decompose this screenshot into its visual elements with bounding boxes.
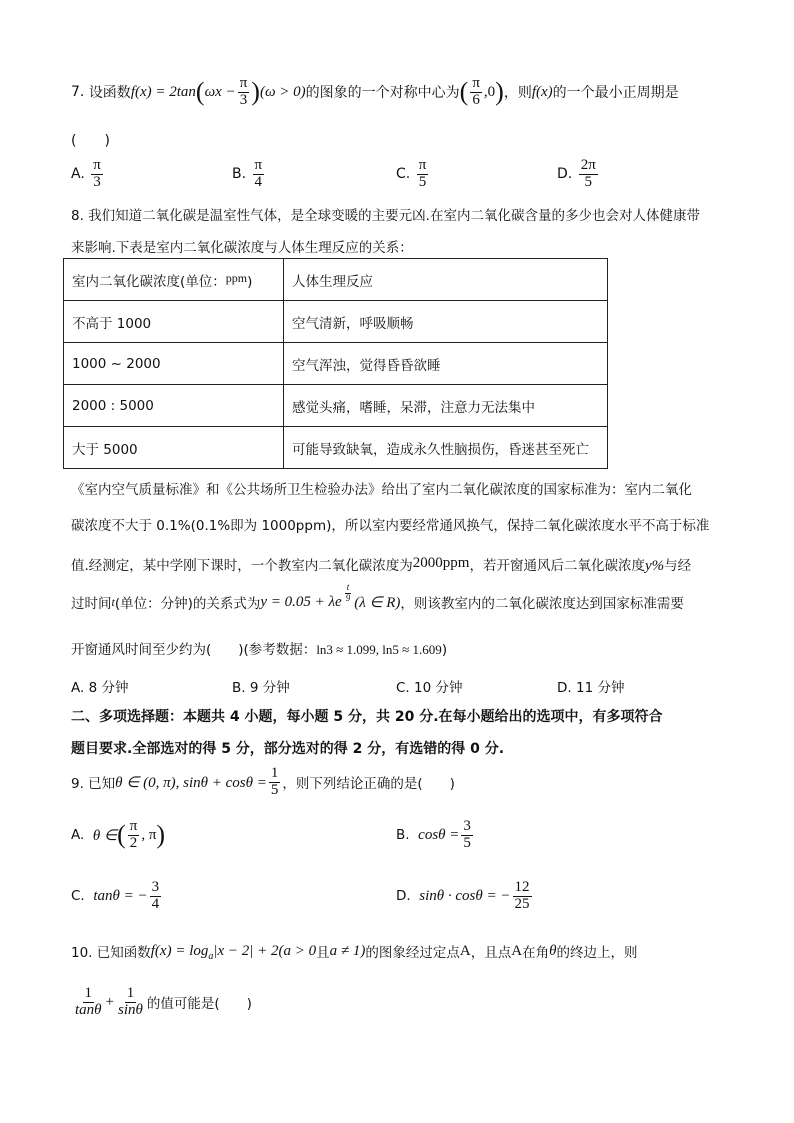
q8-para-3 — [71, 554, 691, 575]
q9-option-b-frac — [461, 819, 473, 852]
q10-func2: |x − 2| + 2(a > 0 — [213, 942, 317, 959]
q7-option-c-num: π — [418, 157, 427, 173]
q8-p4d: ，则该教室内的二氧化碳浓度达到国家标准需要 — [400, 596, 684, 612]
q7-paren-open: ( — [195, 77, 205, 106]
q7-option-d-den: 5 — [584, 173, 592, 190]
q7-option-b-frac — [253, 158, 265, 191]
table-cell: 空气清新，呼吸顺畅 — [284, 301, 608, 343]
q9-option-a-expr: θ ∈ — [92, 827, 118, 844]
q7-option-b[interactable] — [232, 158, 266, 191]
q9-option-b-label: B. — [396, 827, 410, 843]
q9-option-d-frac — [513, 880, 532, 913]
q10-tail: 的终边上，则 — [556, 945, 638, 961]
q9-cond: θ ∈ (0, π), sinθ + cosθ = — [115, 774, 267, 791]
q7-option-c-den: 5 — [418, 173, 427, 190]
q7-center-close: ) — [495, 77, 504, 106]
q7-option-a-label: A. — [71, 166, 85, 183]
section2-heading-line1: 二、多项选择题：本题共 4 小题，每小题 5 分，共 20 分.在每小题给出的选项中，有多项符合 — [71, 709, 663, 725]
q8-para-4 — [71, 582, 684, 612]
q8-p5b: ln3 ≈ 1.099, ln5 ≈ 1.609 — [316, 642, 442, 657]
q7-arg: ωx − — [204, 83, 236, 100]
header-close: ) — [247, 273, 253, 290]
q7-option-d-frac — [579, 158, 598, 191]
q7-pi-over-3 — [238, 76, 250, 109]
q9-option-b-expr: cosθ = — [418, 826, 460, 843]
q9-num: 1 — [270, 764, 279, 781]
q8-p4a: 过时间 — [71, 596, 112, 612]
q9-option-a-open: ( — [117, 820, 126, 849]
q7-option-b-den: 4 — [254, 173, 263, 190]
q7-fx: f(x) — [531, 83, 553, 100]
q8-line1: 8. 我们知道二氧化碳是温室性气体，是全球变暖的主要元凶.在室内二氧化碳含量的多少也会对人体健康带 — [71, 208, 700, 224]
q7-option-d[interactable] — [557, 158, 600, 191]
q9-option-d-label: D. — [396, 888, 411, 904]
table-header-concentration — [64, 259, 284, 301]
q9-option-c-label: C. — [71, 888, 85, 904]
q9-option-d[interactable] — [396, 876, 534, 916]
q10-mid2: ，且点 — [470, 945, 512, 961]
table-header-reaction: 人体生理反应 — [284, 259, 608, 301]
q8-p3b: 2000ppm — [412, 555, 470, 571]
table-row — [64, 301, 608, 343]
q7-option-b-num: π — [254, 157, 263, 173]
q7-tail: ，则 — [503, 85, 532, 101]
q9-option-d-expr: sinθ · cosθ = − — [419, 887, 511, 904]
q7-option-a-frac — [91, 158, 103, 191]
q7-option-a[interactable] — [71, 158, 105, 191]
q9-option-d-num: 12 — [514, 878, 530, 895]
q7-lead: 设函数 — [88, 85, 131, 101]
q8-p5c: ) — [441, 642, 448, 658]
q7-option-a-den: 3 — [93, 173, 101, 190]
section2-heading-line2: 题目要求.全部选对的得 5 分，部分选对的得 2 分，有选错的得 0 分. — [71, 741, 505, 757]
q10-point-a: A — [459, 942, 471, 959]
q7-center-open: ( — [459, 77, 469, 106]
table-header-row — [64, 259, 608, 301]
co2-table — [63, 258, 608, 469]
q10-f2-den: sinθ — [118, 1001, 143, 1018]
q8-exp-den: 9 — [345, 592, 351, 603]
q7-frac-num: π — [239, 74, 248, 91]
q8-p3d: y% — [644, 558, 665, 574]
q7-center-den: 6 — [472, 91, 480, 108]
table-cell: 不高于 1000 — [64, 301, 284, 343]
q7-tail2: 的一个最小正周期是 — [552, 85, 679, 101]
q8-formula: y = 0.05 + λe — [260, 593, 342, 610]
q9-frac — [269, 766, 281, 799]
q8-p5a: 开窗通风时间至少约为( )(参考数据： — [71, 642, 317, 658]
q9-option-c-expr: tanθ = − — [93, 887, 148, 904]
q7-answer-paren: ( ) — [71, 133, 110, 149]
q9-den: 5 — [270, 781, 279, 798]
q7-option-b-label: B. — [232, 166, 247, 183]
q8-para-1: 《室内空气质量标准》和《公共场所卫生检验办法》给出了室内二氧化碳浓度的国家标准为：室内二氧化 — [71, 482, 692, 498]
q10-mid3: 在角 — [522, 945, 550, 961]
q9-stem — [71, 764, 455, 800]
q9-option-a-tail: , π — [141, 826, 157, 843]
q9-option-b[interactable] — [396, 815, 475, 855]
table-cell: 感觉头痛，嗜睡，呆滞，注意力无法集中 — [284, 385, 608, 427]
q10-and: 且 — [316, 945, 330, 961]
q10-cond2: a ≠ 1) — [329, 942, 366, 959]
q9-option-a[interactable] — [71, 815, 165, 855]
q7-option-c-frac — [417, 158, 429, 191]
q9-option-a-frac — [128, 819, 140, 852]
q8-p4cond: (λ ∈ R) — [354, 594, 401, 611]
q8-p4b: t — [111, 594, 115, 609]
q7-frac-den: 3 — [239, 91, 248, 108]
q8-line2: 来影响.下表是室内二氧化碳浓度与人体生理反应的关系： — [71, 240, 413, 256]
q7-stem — [71, 72, 679, 112]
q7-number: 7. — [71, 84, 85, 100]
q8-p3a: 值.经测定，某中学刚下课时，一个教室内二氧化碳浓度为 — [71, 558, 413, 574]
q10-f1-den: tanθ — [75, 1001, 102, 1018]
q8-p3c: ，若开窗通风后二氧化碳浓度 — [469, 558, 645, 574]
q10-func: f(x) = log — [150, 942, 209, 959]
q10-plus: + — [105, 993, 115, 1010]
table-cell: 大于 5000 — [64, 427, 284, 469]
q8-exp-num: t — [346, 582, 350, 593]
q9-option-c-den: 4 — [151, 895, 160, 912]
q10-point-a-2: A — [511, 942, 523, 959]
q10-expression — [71, 982, 252, 1022]
table-cell: 1000 ~ 2000 — [64, 343, 284, 385]
q7-mid: 的图象的一个对称中心为 — [305, 85, 460, 101]
q7-center-num: π — [472, 74, 480, 91]
q10-frac-1 — [73, 986, 104, 1019]
q9-option-d-den: 25 — [514, 895, 530, 912]
q9-option-c[interactable] — [71, 876, 163, 916]
table-row — [64, 385, 608, 427]
header-concentration-label: 室内二氧化碳浓度(单位： — [72, 273, 226, 290]
q10-base: a — [208, 950, 214, 962]
q10-frac-2 — [116, 986, 145, 1019]
table-cell: 空气浑浊，觉得昏昏欲睡 — [284, 343, 608, 385]
q10-stem — [71, 938, 637, 964]
q10-f2-num: 1 — [126, 984, 135, 1001]
q9-option-c-frac — [150, 880, 162, 913]
q7-option-c-label: C. — [396, 166, 411, 183]
q8-p4c: (单位：分钟)的关系式为 — [114, 596, 261, 612]
q7-func: f(x) = 2tan — [130, 83, 196, 100]
q9-option-a-num: π — [129, 817, 138, 834]
q10-tail2: 的值可能是( ) — [146, 996, 252, 1012]
q9-tail: ，则下列结论正确的是( ) — [282, 776, 455, 792]
q9-option-b-num: 3 — [463, 817, 471, 834]
q7-option-d-num: 2π — [580, 157, 596, 173]
q9-option-a-den: 2 — [129, 834, 138, 851]
q7-cond: (ω > 0) — [259, 83, 306, 100]
q8-option-a[interactable]: A. 8 分钟 — [71, 680, 129, 696]
q10-mid: 的图象经过定点 — [365, 945, 460, 961]
header-unit: ppm — [225, 270, 248, 285]
q8-option-d[interactable]: D. 11 分钟 — [557, 680, 625, 696]
q7-center-frac — [470, 76, 482, 109]
q8-option-b[interactable]: B. 9 分钟 — [232, 680, 290, 696]
q9-lead: 9. 已知 — [71, 776, 116, 792]
q9-option-c-num: 3 — [151, 878, 160, 895]
q8-exponent — [344, 583, 353, 603]
q8-option-c[interactable]: C. 10 分钟 — [396, 680, 463, 696]
q10-theta: θ — [549, 942, 557, 959]
table-cell: 可能导致缺氧，造成永久性脑损伤，昏迷甚至死亡 — [284, 427, 608, 469]
q7-option-c[interactable] — [396, 158, 430, 191]
q7-option-d-label: D. — [557, 166, 573, 183]
q8-para-2: 碳浓度不大于 0.1%(0.1%即为 1000ppm)，所以室内要经常通风换气，保持二氧化碳浓度水平不高于标准 — [71, 518, 710, 534]
table-row — [64, 427, 608, 469]
q9-option-a-label: A. — [71, 827, 85, 843]
q10-lead: 10. 已知函数 — [71, 945, 151, 961]
table-row — [64, 343, 608, 385]
q8-p3e: 与经 — [664, 558, 692, 574]
q7-paren-close: ) — [251, 77, 260, 106]
q8-para-5 — [71, 638, 447, 658]
q10-f1-num: 1 — [84, 984, 93, 1001]
q7-option-a-num: π — [93, 157, 101, 173]
q7-center-tail: ,0 — [483, 83, 496, 100]
q9-option-a-close: ) — [156, 820, 166, 849]
table-cell: 2000 : 5000 — [64, 385, 284, 427]
q9-option-b-den: 5 — [463, 834, 471, 851]
